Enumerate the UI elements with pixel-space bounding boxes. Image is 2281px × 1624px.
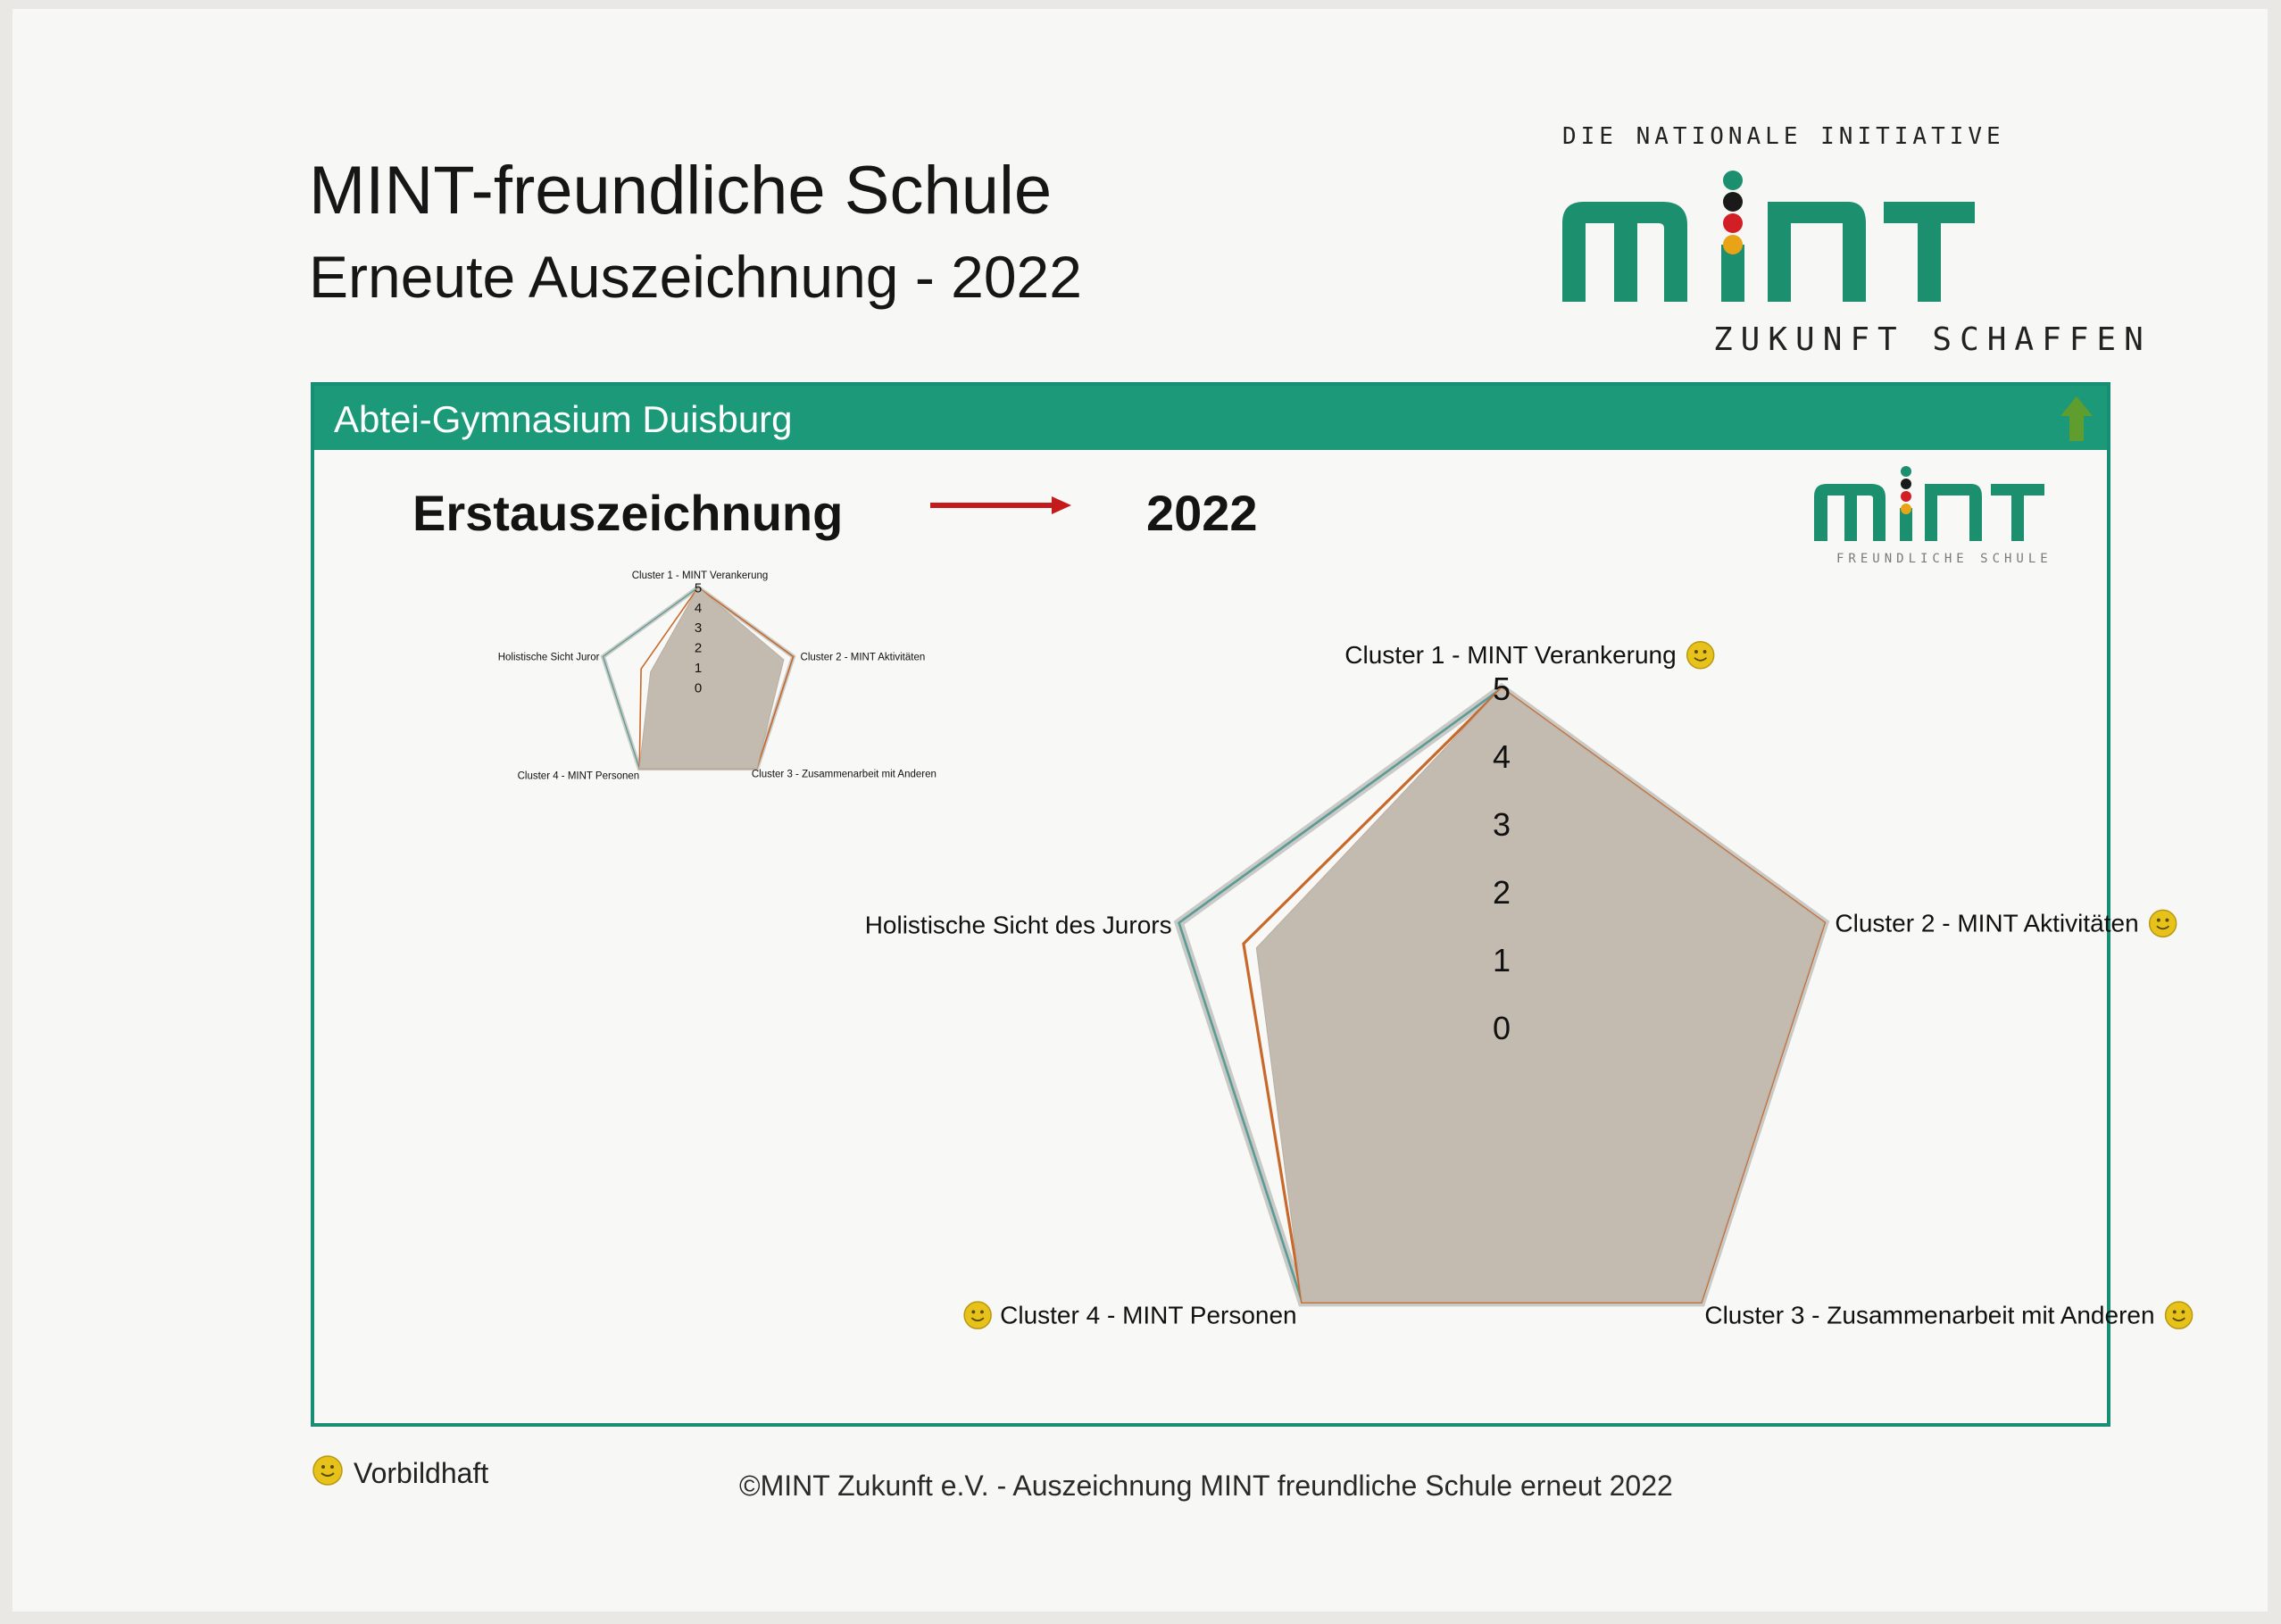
radar-category-label: Cluster 4 - MINT Personen [1000, 1301, 1297, 1329]
page-sheet [12, 9, 2268, 1612]
radar-tick-label: 1 [1492, 941, 1511, 979]
mint-wordmark-icon [1562, 173, 1982, 307]
page-subtitle: Erneute Auszeichnung - 2022 [309, 244, 1082, 310]
logo-tagline: ZUKUNFT SCHAFFEN [1713, 321, 2152, 358]
radar-category-label: Cluster 1 - MINT Verankerung [1344, 641, 1677, 669]
radar-category-label: Cluster 3 - Zusammenarbeit mit Anderen [1704, 1301, 2155, 1329]
radar-tick-label: 5 [1492, 670, 1511, 707]
logo-initiative-text: DIE NATIONALE INITIATIVE [1562, 123, 2005, 150]
radar-tick-label: 1 [694, 661, 703, 676]
radar-category-label: Cluster 1 - MINT Verankerung [631, 570, 769, 581]
radar-tick-label: 4 [694, 600, 703, 616]
page-title: MINT-freundliche Schule [309, 153, 1053, 229]
radar-tick-label: 3 [694, 620, 703, 637]
radar-tick-label: 2 [694, 640, 703, 656]
mint-logo [1557, 114, 2152, 364]
legend-label: Vorbildhaft [354, 1457, 489, 1489]
first-award-label: Erstauszeichnung [412, 485, 844, 541]
smiley-icon [964, 1302, 991, 1328]
radar-category-label: Holistische Sicht Juror [497, 652, 600, 663]
mint-small-wordmark-icon [1814, 466, 2046, 546]
radar-tick-label: 4 [1492, 737, 1511, 775]
radar-series-0-area [1256, 688, 1824, 1302]
logo-small-tagline: FREUNDLICHE SCHULE [1836, 552, 2052, 566]
radar-category-label: Holistische Sicht des Jurors [864, 911, 1172, 939]
radar-category-label: Cluster 2 - MINT Aktivitäten [800, 652, 926, 663]
smiley-icon [2166, 1302, 2193, 1328]
arrow-up-icon [2059, 395, 2094, 443]
radar-category-label: Cluster 2 - MINT Aktivitäten [1835, 909, 2139, 937]
result-panel [311, 382, 2155, 1427]
panel-header [314, 386, 2107, 450]
radar-tick-label: 5 [694, 580, 703, 596]
radar-category-label: Cluster 3 - Zusammenarbeit mit Anderen [751, 769, 937, 780]
mint-freundliche-schule-logo [1796, 466, 2064, 573]
smiley-icon [1687, 642, 1714, 669]
award-year-label: 2022 [1146, 485, 1258, 541]
radar-tick-label: 2 [1492, 873, 1511, 911]
arrow-right-icon [930, 495, 1073, 516]
smiley-icon [312, 1455, 343, 1486]
footer-copyright: ©MINT Zukunft e.V. - Auszeichnung MINT freundliche Schule erneut 2022 [739, 1470, 1673, 1502]
current-award-radar-chart [517, 584, 2155, 1405]
radar-tick-label: 0 [694, 680, 703, 696]
radar-category-label: Cluster 4 - MINT Personen [517, 770, 640, 782]
radar-tick-label: 0 [1492, 1009, 1511, 1046]
radar-tick-label: 3 [1492, 805, 1511, 843]
school-name: Abtei-Gymnasium Duisburg [334, 398, 793, 440]
smiley-icon [2150, 910, 2177, 937]
